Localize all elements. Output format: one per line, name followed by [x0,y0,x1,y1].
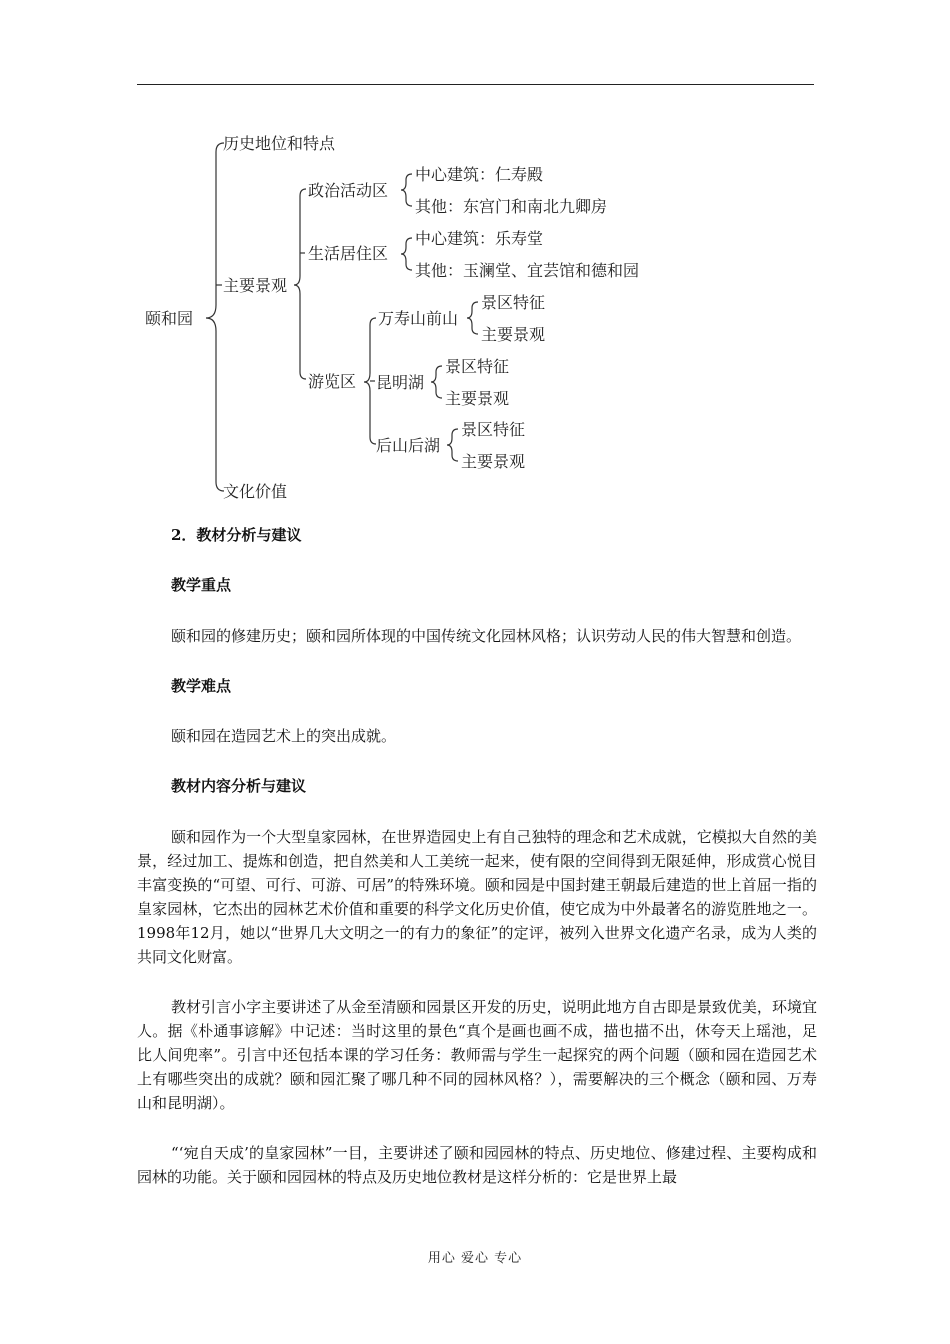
node-history: 历史地位和特点 [223,134,336,153]
leaf-wanshou-scenery: 主要景观 [481,325,546,344]
leaf-houshan-feature: 景区特征 [461,420,526,439]
leaf-living-other: 其他：玉澜堂、宜芸馆和德和园 [415,261,640,280]
node-culture: 文化价值 [223,482,288,501]
node-living: 生活居住区 [308,244,389,263]
leaf-kunming-feature: 景区特征 [445,357,510,376]
document-body [137,520,817,1189]
brace-living [401,238,412,270]
brace-root [206,143,224,491]
brace-kunming [431,366,442,398]
analysis-paragraph-3: “‘宛自天成’的皇家园林”一目，主要讲述了颐和园园林的特点、历史地位、修建过程、主要构成和园林的功能。关于颐和园园林的特点及历史地位教材是这样分析的：它是世界上最 [137,1144,817,1186]
brace-scenery [294,189,306,379]
page-footer: 用心 爱心 专心 [427,1251,523,1266]
leaf-politics-other: 其他：东宫门和南北九卿房 [415,197,608,216]
brace-wanshou [467,302,478,334]
brace-touring [364,318,376,444]
key-points-text: 颐和园的修建历史；颐和园所体现的中国传统文化园林风格；认识劳动人民的伟大智慧和创造。 [171,627,802,645]
leaf-wanshou-feature: 景区特征 [481,293,546,312]
brace-politics [401,174,412,206]
difficulty-text: 颐和园在造园艺术上的突出成就。 [171,727,397,745]
node-touring: 游览区 [308,372,357,391]
leaf-politics-center: 中心建筑：仁寿殿 [415,165,544,184]
analysis-heading: 教材内容分析与建议 [171,777,307,795]
leaf-kunming-scenery: 主要景观 [445,389,510,408]
section-title: 2．教材分析与建议 [171,526,302,544]
node-houshan: 后山后湖 [376,436,441,455]
structure-diagram [0,0,950,520]
leaf-living-center: 中心建筑：乐寿堂 [415,229,544,248]
analysis-paragraph-2: 教材引言小字主要讲述了从金至清颐和园景区开发的历史，说明此地方自古即是景致优美，环境宜人。据《朴通事谚解》中记述：当时这里的景色“真个是画也画不成，描也描不出，休夸天上瑶池，足比人间兜率”。引言中还包括本课的学习任务：教师需与学生一起探究的两个问题（颐和园在造园艺术上有哪些突出的成就？颐和园汇聚了哪几种不同的园林风格？），需要解决的三个概念（颐和园、万寿山和昆明湖）。 [137,998,817,1112]
node-wanshou: 万寿山前山 [378,309,459,328]
leaf-houshan-scenery: 主要景观 [461,452,526,471]
node-scenery: 主要景观 [223,276,288,295]
node-politics: 政治活动区 [308,181,389,200]
node-root: 颐和园 [145,309,194,328]
analysis-paragraph-1: 颐和园作为一个大型皇家园林，在世界造园史上有自己独特的理念和艺术成就，它模拟大自然的美景，经过加工、提炼和创造，把自然美和人工美统一起来，使有限的空间得到无限延伸，形成赏心悦目丰富变换的“可望、可行、可游、可居”的特殊环境。颐和园是中国封建王朝最后建造的世上首屈一指的皇家园林，它杰出的园林艺术价值和重要的科学文化历史价值，使它成为中外最著名的游览胜地之一。1998年12月，她以“世界几大文明之一的有力的象征”的定评，被列入世界文化遗产名录，成为人类的共同文化财富。 [137,828,817,966]
difficulty-heading: 教学难点 [171,677,232,695]
node-kunming: 昆明湖 [376,373,425,392]
key-points-heading: 教学重点 [171,576,232,594]
brace-houshan [447,429,458,461]
